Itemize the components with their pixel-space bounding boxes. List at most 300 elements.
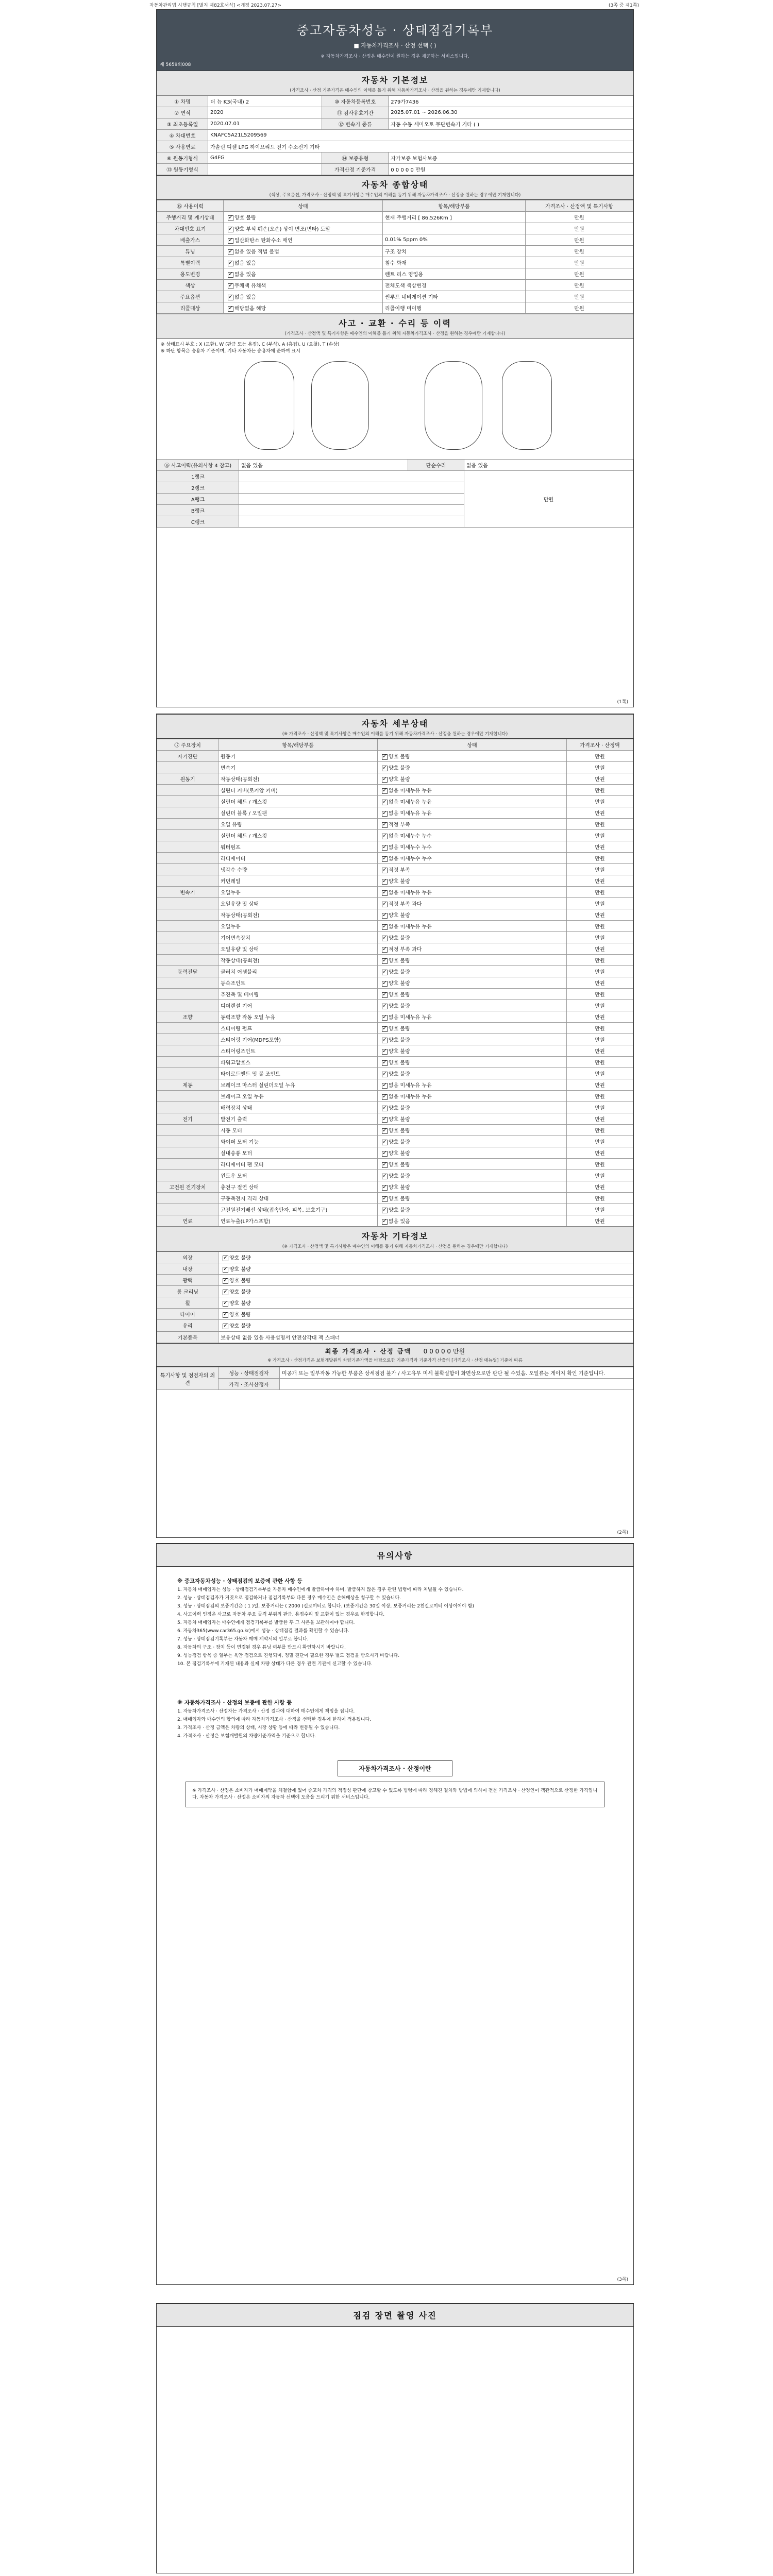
detail-row [157,1113,633,1125]
detail-price: 만원 [567,785,633,796]
detail-state-text: 양호 불량 [389,1162,410,1168]
checkbox-icon [223,1278,228,1284]
detail-group [157,1136,219,1147]
detail-group [157,1159,219,1170]
detail-group [157,830,219,841]
detail-state [378,909,567,921]
detail-part: 발전기 출력 [219,1113,378,1125]
other-item-label: 유리 [157,1320,219,1331]
detail-state [378,1204,567,1215]
summary-state [224,246,383,257]
summary-row [157,223,633,234]
detail-row [157,773,633,785]
detail-col: 상태 [378,739,567,751]
detail-state-text: 양호 불량 [389,1174,410,1179]
detail-part: 고전원전기배선 상태(접속단자, 피복, 보호기구) [219,1204,378,1215]
detail-part: 충전구 절연 상태 [219,1181,378,1193]
detail-state [378,1057,567,1068]
notice-item: 2. 매매업자와 매수인의 합의에 따라 자동차가격조사 · 산정을 선택한 경우에 한하여 적용됩니다. [177,1717,372,1722]
checkbox-icon [228,215,233,221]
basic-value [208,164,322,175]
detail-price: 만원 [567,796,633,807]
detail-group [157,955,219,966]
detail-row [157,1023,633,1034]
car-left-side-outline [244,361,294,450]
detail-price: 만원 [567,989,633,1000]
detail-price: 만원 [567,1125,633,1136]
checkbox-icon [382,800,388,805]
summary-table [157,200,633,314]
detail-part: 클러치 어셈블리 [219,966,378,977]
checkbox-icon [382,834,388,839]
detail-part: 작동상태(공회전) [219,909,378,921]
other-item-label: 룸 크리닝 [157,1286,219,1297]
document-title: 중고자동차성능 · 상태점검기록부 [296,23,494,38]
page-indicator: (3쪽 중 제1쪽) [609,3,639,8]
detail-state [378,864,567,875]
detail-state [378,819,567,830]
detail-state-text: 없음 미세누수 누수 [389,834,432,839]
detail-part: 라디에이터 [219,853,378,864]
summary-row [157,291,633,302]
detail-state [378,841,567,853]
summary-item-label: 리콜대상 [157,302,224,314]
detail-group: 변속기 [157,887,219,898]
detail-part: 오일유량 및 상태 [219,898,378,909]
summary-state [224,257,383,268]
page-3-notice [156,1543,634,2285]
detail-part: 스티어링 기어(MDPS포함) [219,1034,378,1045]
other-item-state [219,1286,633,1297]
page-4-photos [156,2303,634,2573]
detail-group [157,807,219,819]
accident-title: 사고 · 교환 · 수리 등 이력 [339,318,451,328]
detail-state-text: 양호 불량 [389,1049,410,1055]
detail-part: 실린더 헤드 / 개스킷 [219,830,378,841]
detail-part: 오일유량 및 상태 [219,943,378,955]
detail-state-text: 양호 불량 [389,1185,410,1191]
other-item-state [219,1320,633,1331]
detail-part: 와이퍼 모터 기능 [219,1136,378,1147]
detail-row [157,1125,633,1136]
detail-state [378,1023,567,1034]
other-state-text: 양호 불량 [229,1324,251,1329]
car-frame-outline [425,361,482,450]
opinion-row [157,1379,633,1390]
detail-row [157,1204,633,1215]
summary-parts: 전체도색 색상변경 [383,280,526,291]
summary-row [157,280,633,291]
detail-group [157,1023,219,1034]
basic-label: ① 차명 [157,96,208,107]
detail-part: 실린더 커버(로커암 커버) [219,785,378,796]
detail-price: 만원 [567,1034,633,1045]
detail-state-text: 없음 미세누유 누유 [389,811,432,817]
other-item-state [219,1263,633,1275]
detail-state [378,887,567,898]
notice-item: 5. 자동차 매매업자는 매수인에게 점검기록부를 발급한 후 그 사본을 보관하여야 합니다. [177,1620,355,1625]
detail-row [157,875,633,887]
checkbox-icon [382,1117,388,1123]
checkbox-icon [223,1256,228,1261]
other-row [157,1275,633,1286]
checkbox-icon [382,1015,388,1021]
detail-group [157,1000,219,1011]
detail-state [378,1215,567,1227]
detail-group [157,1204,219,1215]
detail-group [157,1057,219,1068]
summary-item-label: 차대번호 표기 [157,223,224,234]
detail-row [157,853,633,864]
detail-group [157,1034,219,1045]
basic-row [157,130,633,141]
detail-table [157,739,633,1227]
checkbox-icon [382,890,388,896]
basic-label: ⑩ 자동차등록번호 [322,96,389,107]
summary-item-label: 배출가스 [157,234,224,246]
checkbox-icon [382,992,388,998]
page-2 [156,714,634,1538]
notice-item: 10. 본 점검기록부에 기재된 내용과 실제 차량 상태가 다른 경우 관련 기관에 신고할 수 있습니다. [177,1662,373,1667]
other-state-text: 양호 불량 [229,1278,251,1284]
rank-label: 2랭크 [157,482,239,494]
detail-row [157,1068,633,1079]
summary-state-text: 없음 있음 [234,261,256,266]
basic-value: KNAFC5A21L5209569 [208,130,633,141]
summary-parts: 썬루프 네비게이션 기타 [383,291,526,302]
detail-row [157,1091,633,1102]
detail-state [378,1125,567,1136]
summary-state-text: 없음 있음 [234,272,256,278]
notice-item: 6. 자동차365(www.car365.go.kr)에서 성능 · 상태점검 결과를 확인할 수 있습니다. [177,1629,349,1634]
detail-row [157,955,633,966]
detail-price: 만원 [567,977,633,989]
summary-item-label: 튜닝 [157,246,224,257]
detail-state [378,853,567,864]
checkbox-icon [228,295,233,300]
checkbox-icon [223,1290,228,1295]
basic-label: ⑬ 원동기형식 [157,164,208,175]
summary-row [157,268,633,280]
summary-state-text: 일산화탄소 탄화수소 매연 [234,238,293,244]
detail-state [378,1091,567,1102]
summary-row [157,302,633,314]
page-1 [156,9,634,707]
checkbox-icon [228,261,233,266]
summary-row [157,246,633,257]
detail-row [157,841,633,853]
accident-legend-block [157,338,633,356]
checkbox-icon [382,913,388,919]
basic-value: 더 뉴 K3(국내) 2 [208,96,322,107]
detail-part: 커먼레일 [219,875,378,887]
summary-item-label: 용도변경 [157,268,224,280]
checkbox-icon [382,947,388,953]
detail-note: (※ 가격조사 · 산정액 및 특기사항은 매수인의 이해를 돕기 위해 자동차가격조사 · 산정을 원하는 경우에만 기재합니다) [282,732,508,737]
basic-value: 2020 [208,107,322,118]
detail-state [378,1102,567,1113]
detail-state [378,1034,567,1045]
detail-price: 만원 [567,1113,633,1125]
appraiser-label: 가격 · 조사산정자 [219,1379,280,1390]
summary-price: 만원 [526,212,633,223]
detail-row [157,1170,633,1181]
basic-label: ④ 차대번호 [157,130,208,141]
basic-row [157,96,633,107]
photos-title: 점검 장면 촬영 사진 [353,2311,437,2320]
detail-row [157,1193,633,1204]
detail-group [157,1091,219,1102]
detail-price: 만원 [567,1204,633,1215]
detail-price: 만원 [567,773,633,785]
opinion-table [157,1367,633,1390]
detail-state [378,875,567,887]
detail-state [378,1011,567,1023]
basic-row [157,107,633,118]
detail-group [157,1193,219,1204]
detail-part: 연료누출(LP가스포함) [219,1215,378,1227]
detail-state-text: 양호 불량 [389,1038,410,1043]
other-state-text: 양호 불량 [229,1301,251,1307]
notice-header [157,1544,633,1567]
basic-items-value: 보유상태 없음 있음 사용설명서 안전삼각대 잭 스패너 [219,1332,633,1343]
detail-price: 만원 [567,819,633,830]
summary-item-label: 주요옵션 [157,291,224,302]
detail-state-text: 양호 불량 [389,1060,410,1066]
detail-state-text: 양호 불량 [389,1117,410,1123]
detail-state [378,1079,567,1091]
detail-row [157,864,633,875]
detail-state-text: 양호 불량 [389,1128,410,1134]
detail-state [378,977,567,989]
car-top-outline [311,361,369,450]
basic-label: ⑪ 검사유효기간 [322,107,389,118]
detail-row [157,1045,633,1057]
notice-item: 1. 자동차 매매업자는 성능 · 상태점검기록부를 자동차 매수인에게 발급하여야 하며, 발급하지 않은 경우 관련 법령에 따라 처벌될 수 있습니다. [177,1587,464,1592]
detail-state [378,1136,567,1147]
notice-item: 2. 성능 · 상태점검자가 거짓으로 점검하거나 점검기록부와 다른 경우 매수인은 손해배상을 청구할 수 있습니다. [177,1596,401,1601]
document-header [157,10,633,71]
rank-label: 1랭크 [157,471,239,482]
detail-group [157,853,219,864]
accident-row [157,471,633,482]
other-item-label: 내장 [157,1263,219,1275]
detail-part: 오일누유 [219,921,378,932]
checkbox-icon [382,1038,388,1043]
summary-price: 만원 [526,246,633,257]
detail-state-text: 양호 불량 [389,1004,410,1009]
detail-state-text: 양호 불량 [389,1151,410,1157]
detail-title: 자동차 세부상태 [361,719,429,728]
detail-price: 만원 [567,1147,633,1159]
detail-part: 윈도우 모터 [219,1170,378,1181]
detail-state-text: 없음 미세누수 누수 [389,845,432,851]
detail-group [157,977,219,989]
detail-price: 만원 [567,887,633,898]
detail-price: 만원 [567,909,633,921]
checkbox-icon [382,777,388,783]
detail-price: 만원 [567,1215,633,1227]
detail-price: 만원 [567,751,633,762]
accident-legend: ※ 상태표시 부호 : X (교환), W (판금 또는 용접), C (부식), A (흠집), U (요철), T (손상) [161,342,340,347]
summary-row [157,212,633,223]
basic-value: 279가7436 [389,96,633,107]
detail-price: 만원 [567,864,633,875]
detail-price: 만원 [567,1000,633,1011]
final-price-value: 0 0 0 0 0 만원 [423,1348,465,1355]
accident-history-label: ⑯ 사고이력(유의사항 4 참고) [157,460,239,471]
document-subtitle: ■ 자동차가격조사 · 산정 선택 ( ) [354,42,436,49]
detail-price: 만원 [567,921,633,932]
detail-state-text: 양호 불량 [389,958,410,964]
detail-part: 원동기 [219,751,378,762]
other-table [157,1251,633,1331]
notice-item: 4. 사고이력 인정은 사고로 자동차 주요 골격 부위의 판금, 용접수리 및 교환이 있는 경우로 한정합니다. [177,1612,385,1617]
summary-state [224,223,383,234]
detail-price: 만원 [567,1102,633,1113]
appraisal-box-title-wrap [177,1760,613,1776]
detail-row [157,977,633,989]
detail-state [378,773,567,785]
checkbox-icon [382,1151,388,1157]
checkbox-icon [228,227,233,232]
detail-row [157,1000,633,1011]
notice-title: 유의사항 [377,1551,413,1561]
detail-group [157,864,219,875]
detail-price: 만원 [567,1091,633,1102]
checkbox-icon [382,1208,388,1213]
detail-row [157,887,633,898]
basic-label: ⑭ 보증유형 [322,152,389,164]
summary-note: (색상, 주요옵션, 가격조사 · 산정액 및 특기사항은 매수인의 이해를 돕기 위해 자동차가격조사 · 산정을 원하는 경우에만 기재합니다) [269,193,521,198]
summary-col: 가격조사 · 산정액 및 특기사항 [526,200,633,212]
summary-parts: 침수 화재 [383,257,526,268]
notice-item: 7. 성능 · 상태점검기록부는 자동차 매매 계약서의 일부로 봅니다. [177,1637,309,1642]
summary-price: 만원 [526,234,633,246]
inspector-label: 성능 · 상태점검자 [219,1367,280,1379]
summary-parts: 현재 주행거리 [ 86,526Km ] [383,212,526,223]
detail-state [378,807,567,819]
basic-items-label: 기본품목 [157,1332,219,1343]
detail-row [157,1159,633,1170]
opinion-label: 특기사항 및 점검자의 의견 [157,1367,219,1390]
summary-col: 상태 [224,200,383,212]
accident-row [157,460,633,471]
accident-price: 만원 [464,471,633,528]
detail-part: 냉각수 수량 [219,864,378,875]
detail-state [378,1113,567,1125]
other-row [157,1309,633,1320]
detail-part: 기어변속장치 [219,932,378,943]
detail-part: 파워고압호스 [219,1057,378,1068]
detail-state [378,989,567,1000]
basic-row [157,164,633,175]
detail-col: 항목/해당부품 [219,739,378,751]
detail-state [378,1147,567,1159]
checkbox-icon [382,1060,388,1066]
other-row [157,1286,633,1297]
detail-part: 동력조향 작동 오일 누유 [219,1011,378,1023]
detail-state [378,1159,567,1170]
basic-label: ⑫ 변속기 종류 [322,118,389,130]
checkbox-icon [382,1128,388,1134]
detail-price: 만원 [567,807,633,819]
detail-state-text: 없음 미세누유 누유 [389,788,432,794]
detail-price: 만원 [567,875,633,887]
detail-part: 오일누유 [219,887,378,898]
summary-parts: 렌트 리스 영업용 [383,268,526,280]
detail-part: 변속기 [219,762,378,773]
page-number: (2쪽) [617,1530,628,1535]
summary-price: 만원 [526,302,633,314]
summary-row [157,257,633,268]
detail-part: 작동상태(공회전) [219,955,378,966]
detail-state-text: 양호 불량 [389,913,410,919]
detail-state [378,943,567,955]
appraisal-box [186,1782,604,1807]
final-price-note: ※ 가격조사 · 산정가격은 보험개발원의 차량기준가액을 바탕으로한 기준가격과 기준가격 산출의 [가격조사 · 산정 매뉴얼] 기준에 따름 [267,1358,523,1363]
summary-state [224,280,383,291]
checkbox-icon [382,958,388,964]
notice-items-2 [177,1708,613,1740]
summary-parts: 리콜이행 미이행 [383,302,526,314]
checkbox-icon [382,766,388,771]
accident-table [157,459,633,528]
detail-row [157,819,633,830]
checkbox-icon [382,1185,388,1191]
detail-group [157,943,219,955]
detail-price: 만원 [567,1011,633,1023]
detail-group [157,1147,219,1159]
summary-item-label: 특별이력 [157,257,224,268]
detail-row [157,898,633,909]
detail-part: 브레이크 마스터 실린더오일 누유 [219,1079,378,1091]
checkbox-icon [382,1049,388,1055]
basic-value: 자동 수동 세미오토 무단변속기 기타 ( ) [389,118,633,130]
detail-state [378,796,567,807]
detail-group [157,909,219,921]
other-item-state [219,1297,633,1309]
detail-state-text: 양호 불량 [389,992,410,998]
summary-price: 만원 [526,257,633,268]
checkbox-icon [223,1301,228,1307]
checkbox-icon [382,868,388,873]
summary-parts [383,223,526,234]
detail-part: 실내송풍 모터 [219,1147,378,1159]
detail-state-text: 양호 불량 [389,981,410,987]
detail-state-text: 없음 미세누유 누유 [389,924,432,930]
detail-group [157,898,219,909]
notice-heading-2: ※ 자동차가격조사 · 산정의 보증에 관한 사항 등 [177,1700,292,1706]
header-note: ※ 자동차가격조사 · 산정은 매수인이 원하는 경우 제공하는 서비스입니다. [321,54,469,59]
detail-part: 구동축전지 격리 상태 [219,1193,378,1204]
other-note: (※ 가격조사 · 산정액 및 특기사항은 매수인의 이해를 돕기 위해 자동차가격조사 · 산정을 원하는 경우에만 기재합니다) [282,1244,508,1249]
checkbox-icon [382,1026,388,1032]
basic-label: ③ 최초등록일 [157,118,208,130]
basic-row [157,118,633,130]
summary-state-text: 해당없음 해당 [234,306,266,312]
detail-group: 원동기 [157,773,219,785]
summary-parts: 0.01% 5ppm 0% [383,234,526,246]
summary-state-text: 양호 불량 [234,215,256,221]
appraisal-box-title: 자동차가격조사 · 산정이란 [338,1760,452,1776]
summary-price: 만원 [526,291,633,302]
detail-state-text: 양호 불량 [389,1072,410,1077]
summary-state [224,302,383,314]
appraisal-box-text: ※ 가격조사 · 산정은 소비자가 매매계약을 체결함에 있어 중고차 가격의 적정성 판단에 참고할 수 있도록 법령에 따라 정해진 절차와 방법에 의하여 전문 가격조사 · 산정인이 객관적으로 산정한 가격입니다. 자동차 가격조사 · 산정은 소비자의 자동차 선택에 도움을 드리기 위한 서비스입니다. [192,1788,598,1800]
detail-state [378,955,567,966]
detail-row [157,921,633,932]
